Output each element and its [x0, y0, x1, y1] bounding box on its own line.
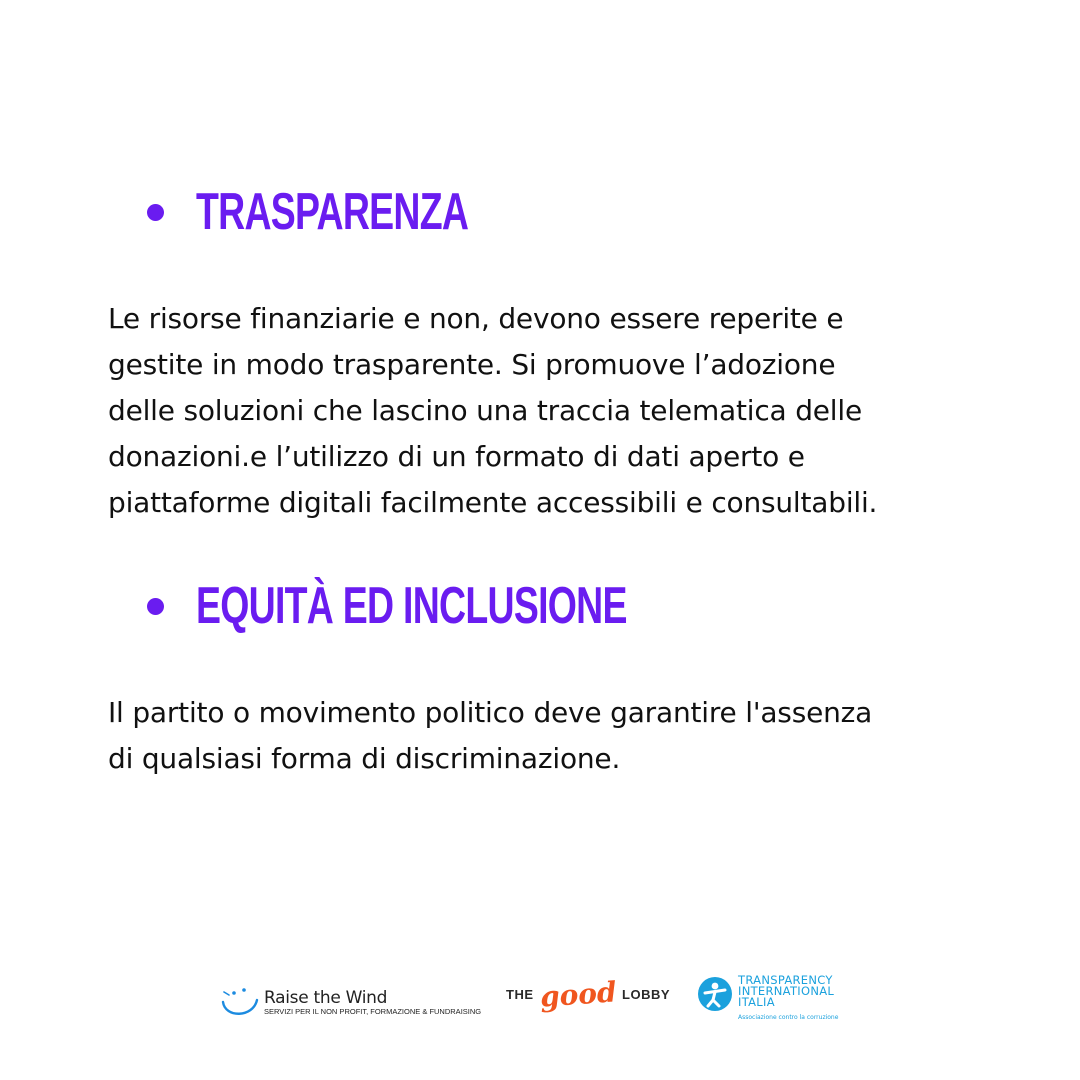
body-line: Le risorse finanziarie e non, devono essere reperite e	[108, 302, 844, 335]
heading-text: EQUITÀ ED INCLUSIONE	[196, 577, 627, 635]
raise-the-wind-tagline: SERVIZI PER IL NON PROFIT, FORMAZIONE & FUNDRAISING	[264, 1007, 482, 1016]
the-good-lobby-logo	[506, 968, 670, 1020]
body-line: delle soluzioni che lascino una traccia telematica delle	[108, 394, 862, 427]
body-line: gestite in modo trasparente. Si promuove l’adozione	[108, 348, 836, 381]
section-heading-trasparenza	[147, 183, 574, 241]
body-line: di qualsiasi forma di discriminazione.	[108, 742, 621, 775]
ti-line: INTERNATIONAL	[738, 984, 835, 998]
ti-line: ITALIA	[738, 995, 775, 1009]
heading-text: TRASPARENZA	[196, 183, 469, 241]
good-lobby-suffix: LOBBY	[622, 986, 671, 1002]
ti-line: TRANSPARENCY	[738, 973, 833, 987]
raise-the-wind-name: Raise the Wind	[264, 988, 388, 1008]
good-lobby-prefix: THE	[506, 986, 534, 1002]
good-lobby-script: good	[538, 974, 618, 1014]
ti-subtitle: Associazione contro la corruzione	[738, 1014, 839, 1021]
section-heading-equita	[147, 577, 794, 635]
smile-icon	[220, 986, 260, 1022]
bullet-dot	[147, 204, 164, 221]
raise-the-wind-logo	[220, 986, 481, 1022]
transparency-international-logo	[697, 975, 838, 1023]
body-line: piattaforme digitali facilmente accessibili e consultabili.	[108, 486, 878, 519]
section-body-equita	[108, 690, 978, 782]
body-line: Il partito o movimento politico deve garantire l'assenza	[108, 696, 873, 729]
globe-person-icon	[697, 976, 733, 1012]
bullet-dot	[147, 598, 164, 615]
section-body-trasparenza	[108, 296, 978, 526]
body-line: donazioni.e l’utilizzo di un formato di dati aperto e	[108, 440, 805, 473]
